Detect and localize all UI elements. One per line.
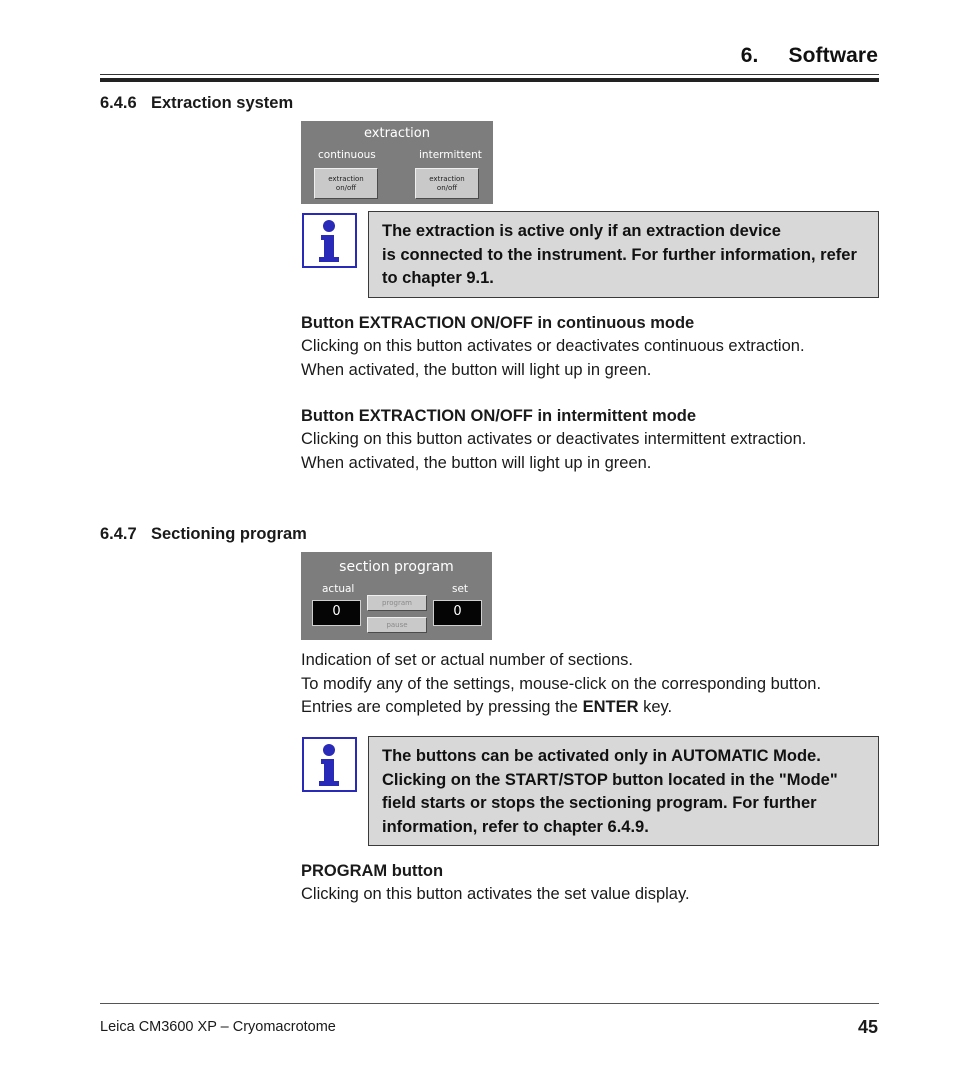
intermittent-mode-heading: Button EXTRACTION ON/OFF in intermittent mode — [301, 407, 697, 425]
button-line: extraction — [328, 174, 364, 183]
sectioning-text-line — [301, 698, 672, 717]
actual-value-display: 0 — [312, 600, 361, 626]
button-line: on/off — [335, 183, 357, 192]
continuous-label: continuous — [318, 149, 376, 161]
extraction-panel-title: extraction — [364, 126, 430, 141]
note-line: The extraction is active only if an extraction device — [382, 222, 781, 240]
chapter-heading — [741, 44, 878, 68]
extraction-panel — [301, 121, 493, 204]
header-rule-thin — [100, 74, 879, 75]
set-label: set — [452, 583, 469, 595]
pause-button-label: pause — [386, 620, 408, 629]
extraction-note — [368, 211, 879, 298]
sectioning-text-line: Indication of set or actual number of sections. — [301, 651, 634, 669]
header-rule-thick — [100, 78, 879, 82]
note-line: to chapter 9.1. — [382, 269, 494, 287]
note-line: is connected to the instrument. For further information, refer — [382, 245, 857, 264]
program-button-heading: PROGRAM button — [301, 862, 444, 880]
section-title: Extraction system — [151, 94, 294, 112]
text-fragment: Entries are completed by pressing the — [301, 698, 583, 716]
button-line: on/off — [436, 183, 458, 192]
program-button-label: program — [382, 598, 412, 607]
pause-button[interactable] — [367, 617, 427, 633]
note-line: information, refer to chapter 6.4.9. — [382, 817, 649, 836]
button-line: extraction — [429, 174, 465, 183]
section-number: 6.4.6 — [100, 94, 137, 112]
section-number: 6.4.7 — [100, 525, 137, 543]
chapter-title: Software — [788, 44, 878, 67]
section-program-panel — [301, 552, 492, 640]
intermittent-text-line: Clicking on this button activates or deactivates intermittent extraction. — [301, 430, 807, 448]
sectioning-text-line: To modify any of the settings, mouse-click on the corresponding button. — [301, 675, 822, 693]
note-line: Clicking on the START/STOP button located in the "Mode" — [382, 770, 838, 789]
intermittent-text-line: When activated, the button will light up in green. — [301, 454, 652, 472]
section-program-title: section program — [339, 559, 454, 575]
note-line: The buttons can be activated only in AUTOMATIC Mode. — [382, 747, 821, 765]
footer-product: Leica CM3600 XP – Cryomacrotome — [100, 1019, 336, 1035]
extraction-intermittent-button[interactable] — [415, 168, 479, 199]
actual-label: actual — [322, 583, 355, 595]
section-heading-sectioning — [100, 525, 307, 544]
section-heading-extraction — [100, 94, 293, 113]
continuous-text-line: Clicking on this button activates or deactivates continuous extraction. — [301, 337, 805, 355]
section-title: Sectioning program — [151, 525, 307, 543]
continuous-text-line: When activated, the button will light up in green. — [301, 361, 652, 379]
info-icon — [302, 213, 357, 268]
continuous-mode-heading: Button EXTRACTION ON/OFF in continuous mode — [301, 314, 695, 332]
set-value-display[interactable]: 0 — [433, 600, 482, 626]
chapter-number: 6. — [740, 44, 759, 67]
page-number: 45 — [857, 1017, 878, 1037]
info-icon — [302, 737, 357, 792]
enter-key-text: ENTER — [582, 698, 639, 716]
extraction-continuous-button[interactable] — [314, 168, 378, 199]
intermittent-label: intermittent — [419, 149, 482, 161]
note-line: field starts or stops the sectioning program. For further — [382, 794, 817, 812]
sectioning-note — [368, 736, 879, 846]
footer-rule — [100, 1003, 879, 1004]
program-button-text: Clicking on this button activates the set value display. — [301, 885, 690, 903]
text-fragment: key. — [638, 698, 673, 716]
program-button[interactable] — [367, 595, 427, 611]
